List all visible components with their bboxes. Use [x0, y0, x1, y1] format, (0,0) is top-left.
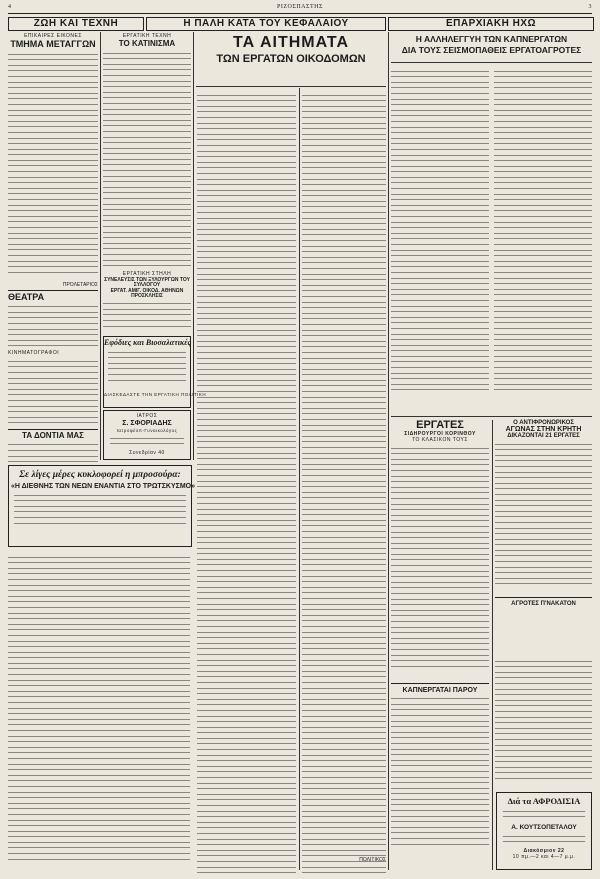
article-signature: ΠΡΟΛΕΤΑΡΙΟΣ	[62, 281, 98, 288]
masthead	[8, 4, 592, 12]
crete-title-3: ΔΙΚΑΖΟΝΤΑΙ 21 ΕΡΓΑΤΕΣ	[507, 433, 580, 439]
advert-body	[108, 352, 186, 390]
column-divider	[388, 32, 389, 870]
article-title: ΤΟ ΚΑΤΙΝΙΣΜΑ	[118, 39, 176, 48]
right-article-col-a	[391, 66, 489, 414]
crete-article	[495, 420, 592, 650]
workers-subtitle-1: ΣΙΔΗΡΟΥΡΓΟΙ ΚΟΡΙΝΘΟΥ	[404, 431, 476, 437]
column-divider	[299, 88, 300, 870]
column-divider	[100, 32, 101, 460]
advert-headline: Διά τα ΑΦΡΟΔΙΣΙΑ	[507, 796, 581, 806]
page-number-left: 4	[8, 4, 12, 10]
paros-title: ΚΑΠΝΕΡΓΑΤΑΙ ΠΑΡΟΥ	[402, 686, 478, 694]
assembly-subtitle: ΕΡΓΑΤ. ΑΜΙΓ. ΟΙΚΟΔ. ΑΘΗΝΩΝ ΠΡΟΣΚΛΗΣΙΣ	[110, 287, 184, 299]
doctor-address	[110, 438, 184, 450]
newspaper-name: ΡΙΖΟΣΠΑΣΤΗΣ	[277, 4, 323, 10]
center-article-col-a	[197, 90, 296, 870]
theatres-title: ΘΕΑΤΡΑ	[8, 291, 45, 302]
cinemas-listings	[8, 361, 98, 427]
cinemas-label: ΚΙΝΗΜΑΤΟΓΡΑΦΟΙ	[8, 350, 60, 357]
advert-name: Α. ΚΟΥΤΣΟΠΕΤΑΛΟΥ	[511, 823, 577, 831]
doctor-ad-box	[103, 410, 191, 460]
assembly-body	[103, 303, 191, 333]
center-title: ΤΩΝ ΕΡΓΑΤΩΝ ΟΙΚΟΔΟΜΩΝ	[216, 53, 366, 65]
workers-subtitle-2: ΤΟ ΚΛΑΣΙΚΟΝ ΤΟΥΣ	[412, 437, 468, 443]
center-article-col-b	[302, 90, 386, 870]
crete-title-1: Ο ΑΝΤΙΦΡΟΝΩΡΙΚΟΣ	[513, 420, 574, 426]
masthead-rule	[8, 13, 592, 14]
center-rule	[196, 86, 386, 87]
advert-intro	[503, 811, 585, 823]
right-headline	[391, 33, 592, 63]
death-title: ΤΑ ΔΟΝΤΙΑ ΜΑΣ	[22, 430, 84, 440]
paros-body	[391, 698, 489, 858]
right-article-col-b	[494, 66, 592, 414]
center-kicker: ΤΑ ΑΙΤΗΜΑΤΑ	[232, 34, 349, 51]
article-kicker: ΕΡΓΑΤΙΚΗ ΤΕΧΝΗ	[122, 33, 172, 39]
banner-line2: «Η ΔΙΕΘΝΗΣ ΤΩΝ ΝΕΩΝ ΕΝΑΝΤΙΑ ΣΤΟ ΤΡΩΤΣΚΥΣΜΟ»	[11, 483, 195, 490]
right-title1: Η ΑΛΛΗΛΕΓΓΥΗ ΤΩΝ ΚΑΠΝΕΡΓΑΤΩΝ	[415, 34, 568, 44]
advert-address	[503, 836, 585, 848]
workers-title: ΕΡΓΑΤΕΣ	[416, 419, 464, 431]
advert-hours: 10 πμ.—2 και 4—7 μ.μ.	[512, 853, 576, 860]
center-headline	[196, 33, 386, 88]
peasants-title: ΑΓΡΟΤΕΣ Π'ΝΑΚΑΤΟΝ	[511, 600, 576, 607]
banner-line1: Σε λίγες μέρες κυκλοφορεί η μπροσούρα:	[19, 470, 181, 480]
doctor-specialty: Ιατροφέοπ-Γυναικολόγος	[116, 428, 178, 433]
right-title2: ΔΙΑ ΤΟΥΣ ΣΕΙΣΜΟΠΑΘΕΙΣ ΕΡΓΑΤΟΑΓΡΟΤΕΣ	[401, 44, 582, 55]
advert-box	[103, 336, 207, 408]
workers-article	[391, 420, 489, 870]
article-kicker: ΕΠΙΚΑΙΡΕΣ ΕΙΚΟΝΕΣ	[24, 33, 82, 39]
section-header-provincial: ΕΠΑΡΧΙΑΚΗ ΗΧΩ	[388, 17, 594, 31]
right-rule	[391, 62, 592, 63]
article-body	[8, 54, 98, 280]
column-life-art	[8, 33, 98, 463]
center-signoff: ΠΟΛΙΤΙΚΟΣ	[359, 856, 386, 863]
doctor-price: Συνεδρίαν 40	[129, 449, 165, 456]
peasants-body	[495, 656, 592, 788]
article-title: ΤΜΗΜΑ ΜΕΤΑΓΓΩΝ	[10, 39, 96, 49]
advert-title: Εφόδιες και Βιοσαλατικές	[104, 338, 192, 347]
section-header-struggle: Η ΠΑΛΗ ΚΑΤΑ ΤΟΥ ΚΕΦΑΛΑΙΟΥ	[146, 17, 386, 31]
page-number-right: 3	[588, 4, 592, 10]
workers-body	[391, 448, 489, 680]
right-rule	[391, 416, 592, 417]
theatres-listings	[8, 306, 98, 350]
column-divider	[492, 420, 493, 870]
brochure-banner	[8, 465, 195, 547]
advert-caption: ΔΙΑΣΚΕΔΑΣΤΕ ΤΗΝ ΕΡΓΑΤΙΚΗ ΠΟΛΙΤΙΚΗ	[104, 391, 207, 397]
lower-left-text	[8, 552, 190, 870]
banner-body	[14, 495, 186, 535]
assembly-title: ΣΥΝΕΛΕΥΣΙΣ ΤΩΝ ΞΥΛΟΥΡΓΩΝ ΤΟΥ ΣΥΛΛΟΓΟΥ	[104, 276, 190, 288]
advert-street: Διακόσμιον 22	[523, 847, 565, 854]
aphrodisia-advert	[496, 792, 592, 870]
doctor-name: Σ. ΣΦΟΡΙΑΔΗΣ	[122, 420, 172, 427]
section-header-life-art: ΖΩΗ ΚΑΙ ΤΕΧΝΗ	[8, 17, 144, 31]
article-body	[103, 53, 191, 271]
crete-title-2: ΑΓΩΝΑΣ ΣΤΗΝ ΚΡΗΤΗ	[505, 426, 582, 433]
column-tag: ΕΡΓΑΤΙΚΗ ΣΤΗΛΗ	[122, 270, 172, 277]
doctor-ad-title: ΙΑΤΡΟΣ	[136, 413, 158, 419]
crete-body	[495, 444, 592, 594]
